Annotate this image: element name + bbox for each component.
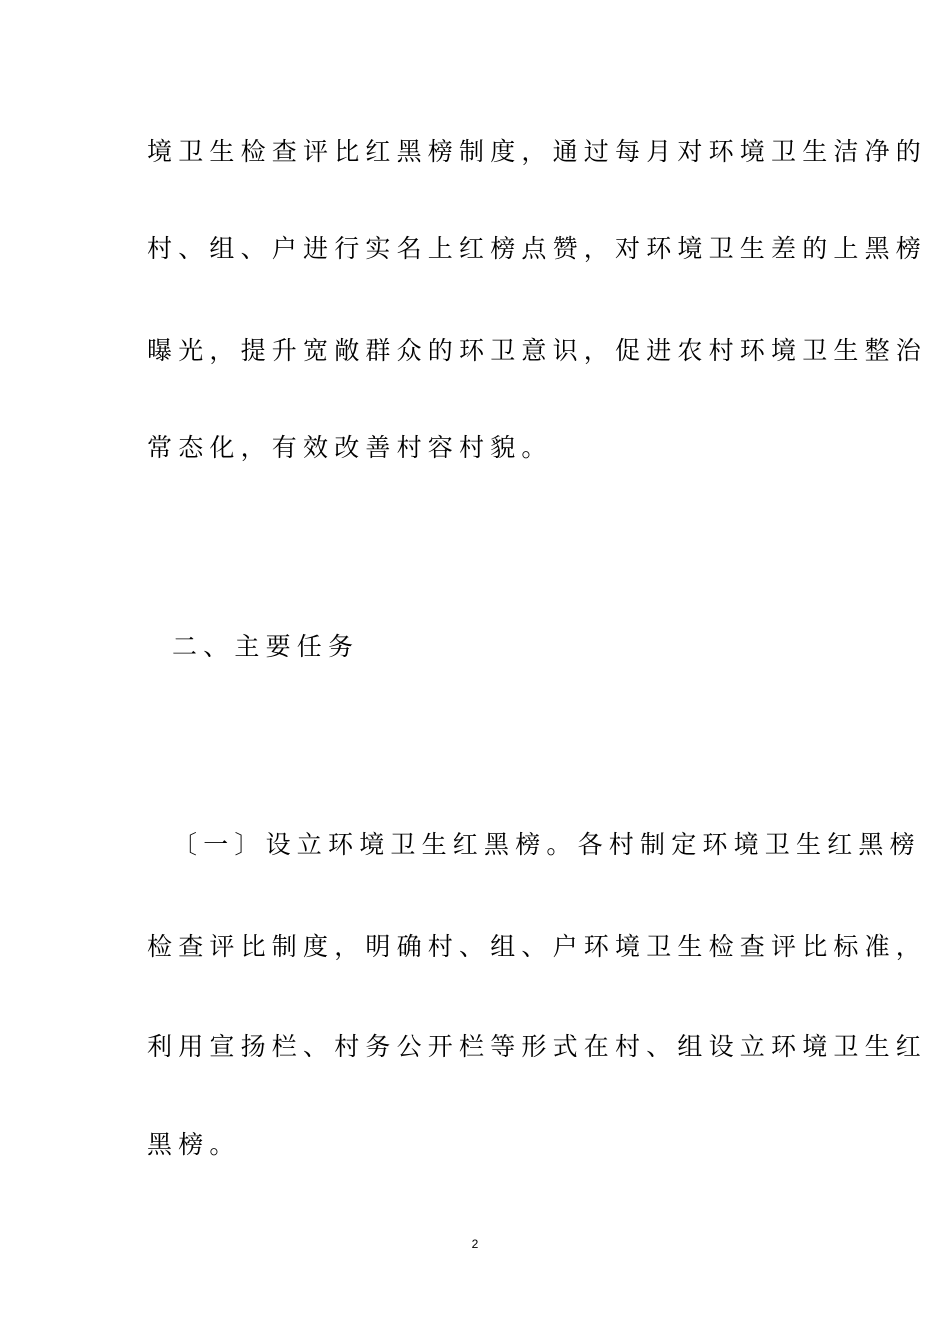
text-line: 常态化，有效改善村容村貌。 [147,433,553,462]
section-heading: 二、主要任务 [172,632,360,661]
text-line: 利用宣扬栏、村务公开栏等形式在村、组设立环境卫生红 [147,1032,928,1061]
page-number: 2 [471,1237,479,1251]
text-line: 村、组、户进行实名上红榜点赞，对环境卫生差的上黑榜 [147,234,928,263]
text-line: 检查评比制度，明确村、组、户环境卫生检查评比标准， [147,932,928,961]
text-line: 黑榜。 [147,1130,241,1159]
text-line: 曝光，提升宽敞群众的环卫意识，促进农村环境卫生整治 [147,336,928,365]
text-line: 境卫生检查评比红黑榜制度，通过每月对环境卫生洁净的 [147,137,928,166]
text-line: 〔一〕设立环境卫生红黑榜。各村制定环境卫生红黑榜 [172,830,921,859]
